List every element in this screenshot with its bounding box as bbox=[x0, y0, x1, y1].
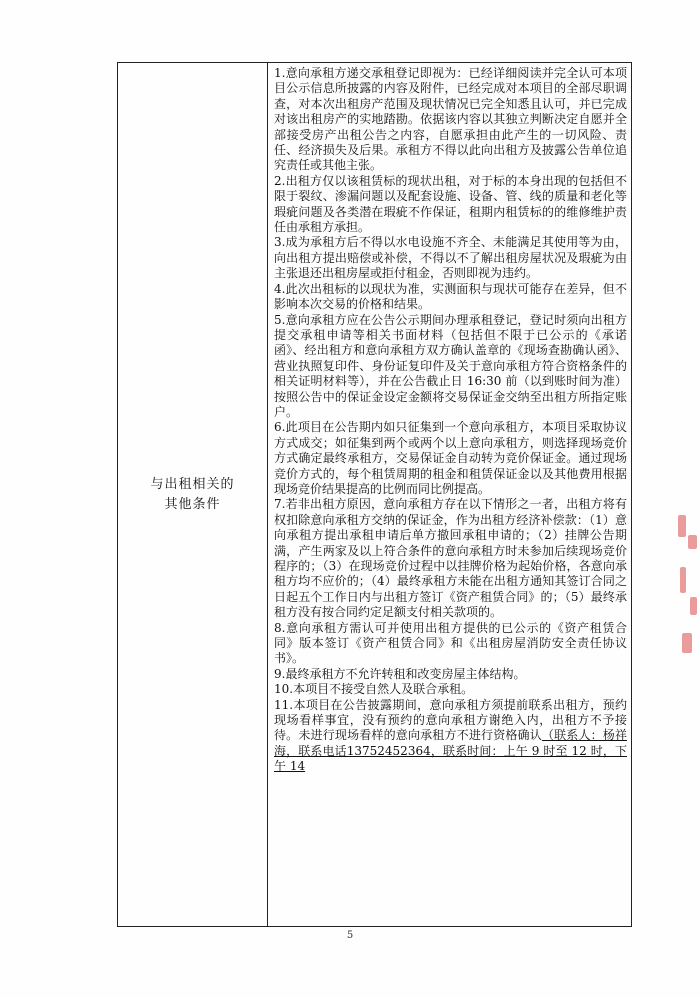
page-number: 5 bbox=[346, 930, 354, 941]
clause-3: 3.成为承租方后不得以水电设施不齐全、未能满足其使用等为由，向出租方提出赔偿或补偿，不得以不了解出租房屋状况及瑕疵为由主张退还出租房屋或拒付租金，否则即视为违约。 bbox=[274, 235, 627, 281]
clause-6: 6.此项目在公告期内如只征集到一个意向承租方，本项目采取协议方式成交；如征集到两个或两个以上意向承租方，则选择现场竞价方式确定最终承租方，交易保证金自动转为竞价保证金。通过现场竞价方式的，每个租赁周期的租金和租赁保证金以及其他费用根据现场竞价结果提高的比例而同比例提高。 bbox=[274, 420, 627, 496]
clause-7: 7.若非出租方原因，意向承租方存在以下情形之一者，出租方将有权扣除意向承租方交纳的保证金，作为出租方经济补偿款：（1）意向承租方提出承租申请后单方撤回承租申请的；（2）挂牌公告期满，产生两家及以上符合条件的意向承租方时未参加后续现场竞价程序的；（3）在现场竞价过程中以挂牌价格为起始价格，各意向承租方均不应价的；（4）最终承租方未能在出租方通知其签订合同之日起五个工作日内与出租方签订《资产租赁合同》的；（5）最终承租方没有按合同约定足额支付相关款项的。 bbox=[274, 497, 627, 620]
label-line-1: 与出租相关的 bbox=[150, 476, 235, 492]
clause-2: 2.出租方仅以该租赁标的现状出租，对于标的本身出现的包括但不限于裂纹、渗漏问题以及配套设施、设备、管、线的质量和老化等瑕疵问题及各类潜在瑕疵不作保证，租期内租赁标的的维修维护责任由承租方承担。 bbox=[274, 173, 627, 235]
content-cell bbox=[268, 63, 632, 927]
clause-8: 8.意向承租方需认可并使用出租方提供的已公示的《资产租赁合同》版本签订《资产租赁合同》和《出租房屋消防安全责任协议书》。 bbox=[274, 620, 627, 666]
clause-11-contact: （联系人：杨祥海，联系电话13752452364，联系时间：上午 9 时至 12 时，下午 14 bbox=[274, 728, 627, 774]
conditions-table bbox=[117, 62, 632, 927]
clause-5: 5.意向承租方应在公告公示期间办理承租登记，登记时须向出租方提交承租申请等相关书面材料（包括但不限于已公示的《承诺函》、经出租方和意向承租方双方确认盖章的《现场查勘确认函》、营业执照复印件、身份证复印件及关于意向承租方符合资格条件的相关证明材料等），并在公告截止日 16:30 前（以到账时间为准）按照公告中的保证金设定金额将交易保证金交纳至出租方所指定账户。 bbox=[274, 312, 627, 419]
clause-10: 10.本项目不接受自然人及联合承租。 bbox=[274, 682, 474, 697]
clause-4: 4.此次出租标的以现状为准，实测面积与现状可能存在差异，但不影响本次交易的价格和结果。 bbox=[274, 281, 627, 312]
label-line-2: 其他条件 bbox=[164, 496, 221, 512]
seal-stamp-fragment bbox=[674, 505, 700, 675]
clause-1: 1.意向承租方递交承租登记即视为：已经详细阅读并完全认可本项目公示信息所披露的内容及附件，已经完成对本项目的全部尽职调查，对本次出租房产范围及现状情况已完全知悉且认可，并已完成对该出租房产的实地踏勘。依据该内容以其独立判断决定自愿并全部接受房产出租公告之内容，自愿承担由此产生的一切风险、责任、经济损失及后果。承租方不得以此向出租方及披露公告单位追究责任或其他主张。 bbox=[274, 66, 627, 173]
clause-9: 9.最终承租方不允许转租和改变房屋主体结构。 bbox=[274, 666, 526, 681]
clause-11 bbox=[274, 698, 627, 775]
table-row bbox=[118, 63, 632, 927]
label-cell bbox=[118, 63, 268, 927]
clause-11-text: 11.本项目在公告披露期间，意向承租方须提前联系出租方，预约现场看样事宜，没有预约的意向承租方谢绝入内，出租方不予接待。未进行现场看样的意向承租方不进行资格确认 bbox=[274, 697, 627, 743]
